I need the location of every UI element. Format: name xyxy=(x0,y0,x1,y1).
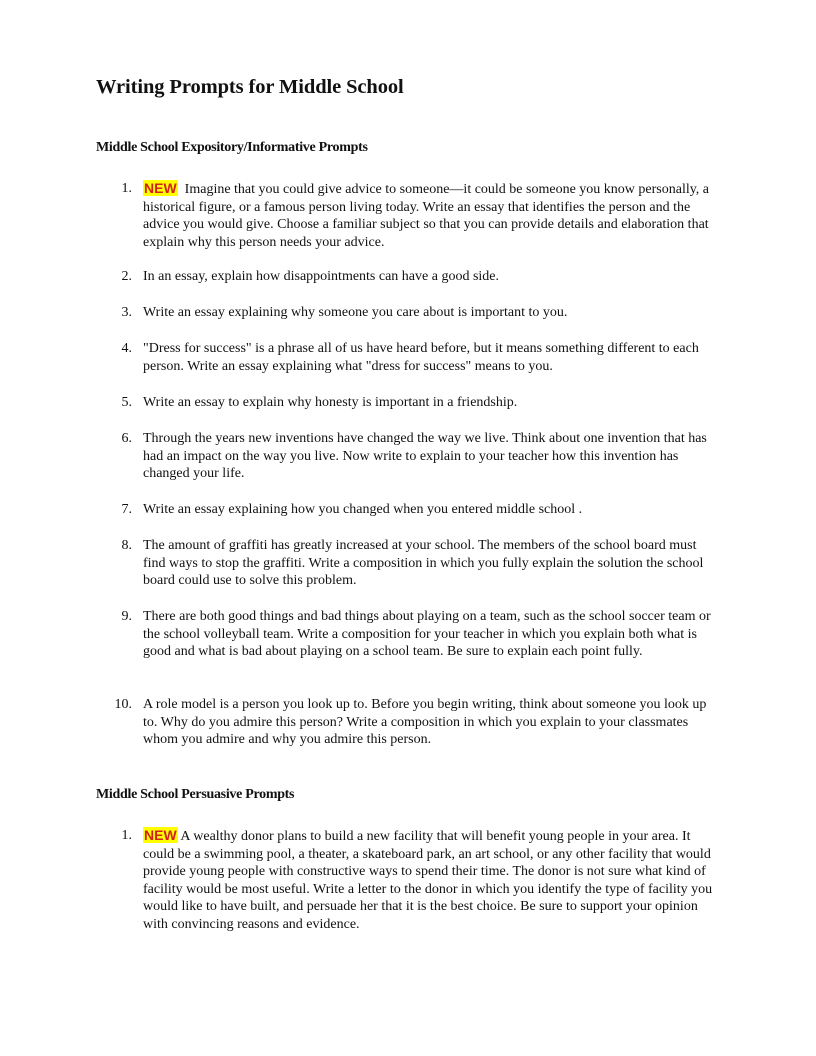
list-item xyxy=(96,608,721,661)
section-heading-expository: Middle School Expository/Informative Prompts xyxy=(96,140,368,155)
section-heading-persuasive: Middle School Persuasive Prompts xyxy=(96,787,295,802)
page-title: Writing Prompts for Middle School xyxy=(96,76,404,98)
item-text: "Dress for success" is a phrase all of us have heard before, but it means something different to each person. Write an essay explaining what "dress for success" means to you. xyxy=(143,341,699,374)
item-number: 2. xyxy=(121,269,132,284)
item-number: 7. xyxy=(121,502,132,517)
item-text: Through the years new inventions have changed the way we live. Think about one invention that has had an impact on the way you live. Now write to explain to your teacher how this invention has changed your life. xyxy=(143,431,707,482)
list-item xyxy=(96,180,721,251)
item-text: Write an essay explaining how you changed when you entered middle school . xyxy=(143,502,583,517)
item-number: 3. xyxy=(121,305,132,320)
list-item xyxy=(96,340,721,375)
new-badge: NEW xyxy=(144,827,177,843)
item-number: 5. xyxy=(121,395,132,410)
item-text: Imagine that you could give advice to someone—it could be someone you know personally, a historical figure, or a famous person living today. Write an essay that identifies the person and the advice you would give. Choose a familiar subject so that you can provide details and elaboration that explain why this person needs your advice. xyxy=(143,182,710,250)
list-item xyxy=(96,501,721,519)
item-number: 1. xyxy=(121,828,132,843)
item-number: 1. xyxy=(121,181,132,196)
item-text: The amount of graffiti has greatly increased at your school. The members of the school board must find ways to stop the graffiti. Write a composition in which you fully explain the solution the school board could use to solve this problem. xyxy=(143,538,704,589)
item-number: 9. xyxy=(121,609,132,624)
item-number: 8. xyxy=(121,538,132,553)
item-text: A role model is a person you look up to. Before you begin writing, think about someone you look up to. Why do you admire this person? Write a composition in which you explain to your classmates whom you admire and why you admire this person. xyxy=(143,697,707,748)
list-item xyxy=(96,304,721,322)
item-text: Write an essay to explain why honesty is important in a friendship. xyxy=(143,395,518,410)
item-text: There are both good things and bad things about playing on a team, such as the school soccer team or the school volleyball team. Write a composition for your teacher in which you explain both what is good and what is bad about playing on a school team. Be sure to explain each point fully. xyxy=(143,609,711,660)
list-item xyxy=(96,696,721,749)
list-item xyxy=(96,537,721,590)
item-text: In an essay, explain how disappointments can have a good side. xyxy=(143,269,500,284)
list-item xyxy=(96,827,721,934)
item-number: 10. xyxy=(114,697,132,712)
item-number: 4. xyxy=(121,341,132,356)
list-item xyxy=(96,268,721,286)
list-item xyxy=(96,430,721,483)
new-badge: NEW xyxy=(144,180,177,196)
item-text: Write an essay explaining why someone you care about is important to you. xyxy=(143,305,568,320)
list-item xyxy=(96,394,721,412)
item-number: 6. xyxy=(121,431,132,446)
item-text: A wealthy donor plans to build a new facility that will benefit young people in your area. It could be a swimming pool, a theater, a skateboard park, an art school, or any other facility that would provide young people with constructive ways to spend their time. The donor is not sure what kind of facility would be most useful. Write a letter to the donor in which you identify the type of facility you would like to have built, and persuade her that it is the best choice. Be sure to support your opinion with convincing reasons and evidence. xyxy=(143,829,713,932)
